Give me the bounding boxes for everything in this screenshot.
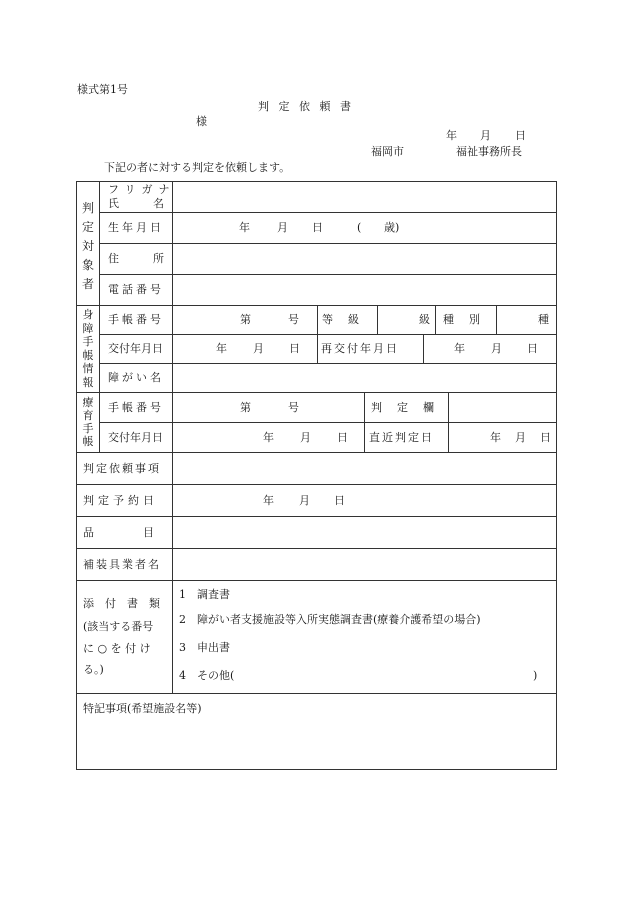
name-label: 氏 名 [108,197,168,210]
grade-label: 等 級 [322,313,361,326]
recent-judgment-date-label: 直近判定日 [369,431,434,444]
appointment-date-label: 判定予約日 [83,494,158,507]
attachment-item: 2 障がい者支援施設等入所実態調査書(療養介護希望の場合) [179,613,481,626]
grade-unit: 級 [419,313,430,326]
attachments-label-note-3: る。) [83,663,104,676]
rehab-issue-day: 日 [337,431,348,444]
document-title: 判 定 依 頼 書 [258,100,354,113]
date-month-label: 月 [480,129,491,142]
furigana-label: フリガナ [108,183,176,196]
disability-issue-day: 日 [289,342,300,355]
group-label-subject: 判定対象者 [81,201,94,291]
type-label: 種 別 [443,313,482,326]
addressee-suffix: 様 [196,115,207,128]
item-label: 品 目 [83,526,158,539]
attachment-item: 3 申出書 [179,641,230,654]
attachment-close-paren: ) [533,669,538,682]
appointment-month: 月 [299,494,310,507]
disability-issue-date-label: 交付年月日 [108,342,163,355]
attachment-item: 4 その他( [179,669,235,682]
office-title: 福祉事務所長 [456,145,522,158]
reissue-date-label: 再交付年月日 [321,342,399,355]
dob-month: 月 [277,221,288,234]
reissue-year: 年 [454,342,465,355]
attachments-label-note-1: (該当する番号 [83,620,154,633]
attachment-item: 1 調査書 [179,588,230,601]
type-unit: 種 [538,313,549,326]
rehab-issue-month: 月 [300,431,311,444]
recent-year: 年 [490,431,501,444]
phone-label: 電話番号 [108,283,164,296]
rehab-number-dai: 第 [240,401,251,414]
reissue-month: 月 [491,342,502,355]
recent-month: 月 [515,431,526,444]
city-name: 福岡市 [371,145,404,158]
attachments-label-note-2: に ○ を 付 け [83,642,151,655]
form-number: 様式第1号 [77,83,128,96]
disability-number-go: 号 [288,313,299,326]
recent-day: 日 [540,431,551,444]
group-label-rehab-book: 療育手帳 [82,396,94,448]
reissue-day: 日 [527,342,538,355]
rehab-issue-year: 年 [263,431,274,444]
rehab-issue-date-label: 交付年月日 [108,431,163,444]
appointment-day: 日 [334,494,345,507]
supplier-label: 補装具業者名 [83,558,161,571]
age-open: ( [357,221,362,234]
disability-issue-month: 月 [253,342,264,355]
date-day-label: 日 [515,129,526,142]
rehab-number-go: 号 [288,401,299,414]
remarks-label: 特記事項(希望施設名等) [83,702,202,715]
dob-label: 生年月日 [108,221,164,234]
appointment-year: 年 [263,494,274,507]
request-text: 下記の者に対する判定を依頼します。 [104,161,291,174]
request-items-label: 判定依頼事項 [83,462,161,475]
attachments-label: 添 付 書 類 [83,597,160,610]
disability-number-dai: 第 [240,313,251,326]
group-label-disability-book: 身障手帳情報 [82,308,94,389]
address-label: 住 所 [108,252,168,265]
age-close: 歳) [384,221,400,234]
dob-year: 年 [239,221,250,234]
dob-day: 日 [312,221,323,234]
disability-issue-year: 年 [216,342,227,355]
disability-name-label: 障がい名 [108,371,164,384]
date-year-label: 年 [446,129,457,142]
rehab-book-number-label: 手帳番号 [108,401,164,414]
disability-book-number-label: 手帳番号 [108,313,164,326]
judgment-column-label: 判 定 欄 [371,401,436,414]
